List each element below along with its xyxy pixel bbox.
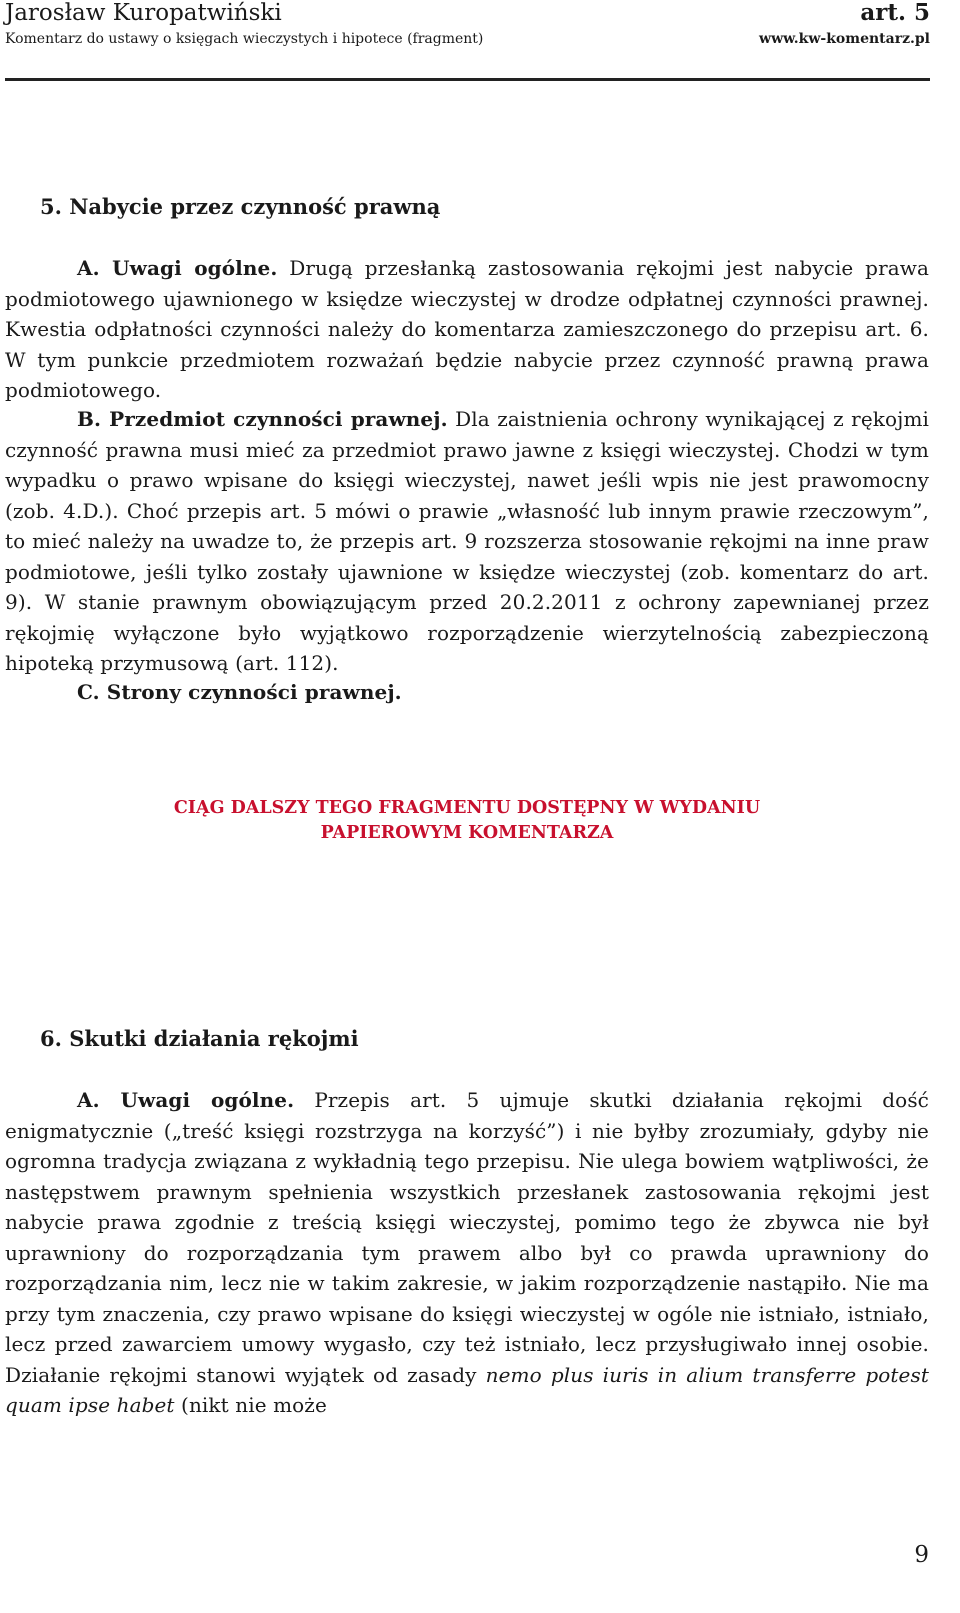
section-5-c-label: C. Strony czynności prawnej. — [77, 680, 402, 704]
section-5-a-label: A. Uwagi ogólne. — [77, 256, 278, 280]
section-5-paragraph-a — [5, 253, 929, 406]
section-6-a-label: A. Uwagi ogólne. — [77, 1088, 295, 1112]
notice-line-2: PAPIEROWYM KOMENTARZA — [320, 823, 614, 843]
header-divider — [5, 78, 930, 81]
section-5-paragraph-b — [5, 404, 929, 679]
section-6-paragraph-a — [5, 1085, 929, 1421]
page-header — [5, 0, 930, 82]
header-article-number: art. 5 — [860, 0, 930, 26]
section-6-a-tail: (nikt nie może — [174, 1393, 327, 1417]
continuation-notice — [5, 796, 929, 846]
header-subtitle: Komentarz do ustawy o księgach wieczystych i hipotece (fragment) — [5, 31, 484, 47]
notice-line-1: CIĄG DALSZY TEGO FRAGMENTU DOSTĘPNY W WYDANIU — [173, 798, 761, 818]
section-5-paragraph-c — [5, 677, 929, 708]
section-5-b-label: B. Przedmiot czynności prawnej. — [77, 407, 448, 431]
section-6-heading: 6. Skutki działania rękojmi — [40, 1026, 359, 1051]
header-author: Jarosław Kuropatwiński — [5, 0, 282, 26]
page-number: 9 — [914, 1542, 929, 1568]
section-5-a-text: Drugą przesłanką zastosowania rękojmi jest nabycie prawa podmiotowego ujawnionego w księdze wieczystej w drodze odpłatnej czynności prawnej. Kwestia odpłatności czynności należy do komentarza zamieszczonego do przepisu art. 6. W tym punkcie przedmiotem rozważań będzie nabycie przez czynność prawną prawa podmiotowego. — [5, 256, 929, 402]
section-6-latin-maxim: nemo plus iuris in alium transferre potest quam ipse habet — [5, 1362, 929, 1417]
section-5-b-text: Dla zaistnienia ochrony wynikającej z rękojmi czynność prawna musi mieć za przedmiot prawo jawne z księgi wieczystej. Chodzi w tym wypadku o prawo wpisane do księgi wieczystej, nawet jeśli wpis nie jest prawomocny (zob. 4.D.). Choć przepis art. 5 mówi o prawie „własność lub innym prawie rzeczowym”, to mieć należy na uwadze to, że przepis art. 9 rozszerza stosowanie rękojmi na inne praw podmiotowe, jeśli tylko zostały ujawnione w księdze wieczystej (zob. komentarz do art. 9). W stanie prawnym obowiązującym przed 20.2.2011 z ochrony zapewnianej przez rękojmię wyłączone było wyjątkowo rozporządzenie wierzytelnością zabezpieczoną hipoteką przymusową (art. 112). — [5, 407, 929, 675]
header-url-link[interactable]: www.kw-komentarz.pl — [759, 31, 930, 47]
section-6-a-text: Przepis art. 5 ujmuje skutki działania rękojmi dość enigmatycznie („treść księgi rozstrzyga na korzyść”) i nie byłby zrozumiały, gdyby nie ogromna tradycja związana z wykładnią tego przepisu. Nie ulega bowiem wątpliwości, że następstwem prawnym spełnienia wszystkich przesłanek zastosowania rękojmi jest nabycie prawa zgodnie z treścią księgi wieczystej, pomimo tego że zbywca nie był uprawniony do rozporządzania tym prawem albo był co prawda uprawniony do rozporządzania nim, lecz nie w takim zakresie, w jakim rozporządzenie nastąpiło. Nie ma przy tym znaczenia, czy prawo wpisane do księgi wieczystej w ogóle nie istniało, istniało, lecz przed zawarciem umowy wygasło, czy też istniało, lecz przysługiwało innej osobie. Działanie rękojmi stanowi wyjątek od zasady — [5, 1088, 929, 1387]
section-5-heading: 5. Nabycie przez czynność prawną — [40, 194, 441, 219]
